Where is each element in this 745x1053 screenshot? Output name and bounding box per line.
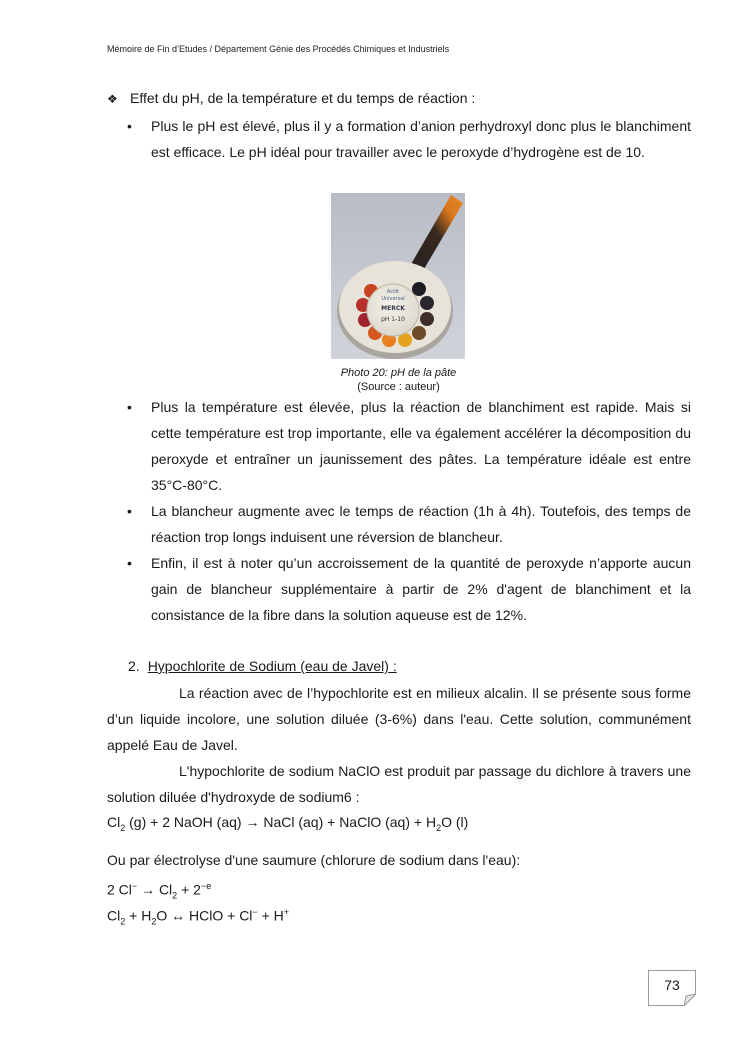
svg-text:pH 1-10: pH 1-10 (381, 316, 405, 323)
svg-text:Acilit: Acilit (386, 289, 400, 295)
running-header: Mémoire de Fin d’Etudes / Département Génie des Procédés Chimiques et Industriels (107, 44, 450, 54)
list-item (107, 550, 691, 628)
bullet-list-temperature-time (107, 394, 691, 628)
bullet-dot-icon: • (127, 503, 132, 519)
figure-source: (Source : auteur) (357, 381, 440, 393)
list-item-text: Enfin, il est à noter qu’un accroissement de la quantité de peroxyde n’apporte aucun gain de blancheur supplémentaire à partir de 2% d'agent de blanchiment et la consistance de la fibre dans la solution aqueuse est de 12%. (151, 555, 691, 623)
paragraph (107, 680, 691, 758)
page-fold-icon (684, 994, 696, 1006)
section-title-text: Effet du pH, de la température et du temps de réaction : (130, 90, 476, 106)
section-title (107, 89, 475, 109)
page-number: 73 (664, 977, 680, 993)
bullet-dot-icon: • (127, 118, 132, 134)
chemical-equation: 2 $Cl^- \to Cl_2 + 2^{-e}$ (107, 881, 212, 901)
diamond-bullet-icon: ❖ (107, 92, 118, 106)
list-item (107, 498, 691, 550)
bullet-list-ph (107, 113, 691, 165)
ph-paper-photo (331, 193, 465, 359)
svg-text:MERCK: MERCK (381, 305, 405, 312)
subsection-heading (128, 656, 397, 676)
electrolysis-intro: Ou par électrolyse d'une saumure (chlorure de sodium dans l'eau): (107, 852, 521, 868)
bullet-dot-icon: • (127, 555, 132, 571)
list-item (107, 113, 691, 165)
paragraph (107, 758, 691, 810)
page-number-box (648, 970, 696, 1006)
list-item (107, 394, 691, 498)
list-item-text: Plus le pH est élevé, plus il y a formation d’anion perhydroxyl donc plus le blanchiment est efficace. Le pH idéal pour travailler avec le peroxyde d’hydrogène est de 10. (151, 118, 691, 160)
figure-caption: Photo 20: pH de la pâte (340, 367, 457, 379)
list-item-text: Plus la température est élevée, plus la réaction de blanchiment est rapide. Mais si cette température est trop importante, elle va également accélérer la décomposition du peroxyde et entraîner un jaunissement des pâtes. La température idéale est entre 35°C-80°C. (151, 399, 691, 493)
bullet-dot-icon: • (127, 399, 132, 415)
subsection-title: Hypochlorite de Sodium (eau de Javel) : (147, 658, 397, 674)
chemical-equation: $Cl_2$ (g) + 2 NaOH (aq) → NaCl (aq) + NaClO $(aq) + H_2O$ (l) (107, 814, 469, 833)
list-item-text: La blancheur augmente avec le temps de réaction (1h à 4h). Toutefois, des temps de réaction trop longs induisent une réversion de blancheur. (151, 503, 691, 545)
paragraph-text: La réaction avec de l’hypochlorite est en milieux alcalin. Il se présente sous forme d’un liquide incolore, une solution diluée (3-6%) dans l'eau. Cette solution, communément appelé Eau de Javel. (107, 685, 691, 753)
svg-text:Universal: Universal (381, 296, 405, 302)
chemical-equation: $Cl_2 + H_2O$ ↔ HClO + Cl− + H+ (107, 907, 290, 927)
paragraph-text: L'hypochlorite de sodium NaClO est produit par passage du dichlore à travers une solution diluée d'hydroxyde de sodium6 : (107, 763, 691, 805)
subsection-number: 2. (128, 658, 140, 674)
